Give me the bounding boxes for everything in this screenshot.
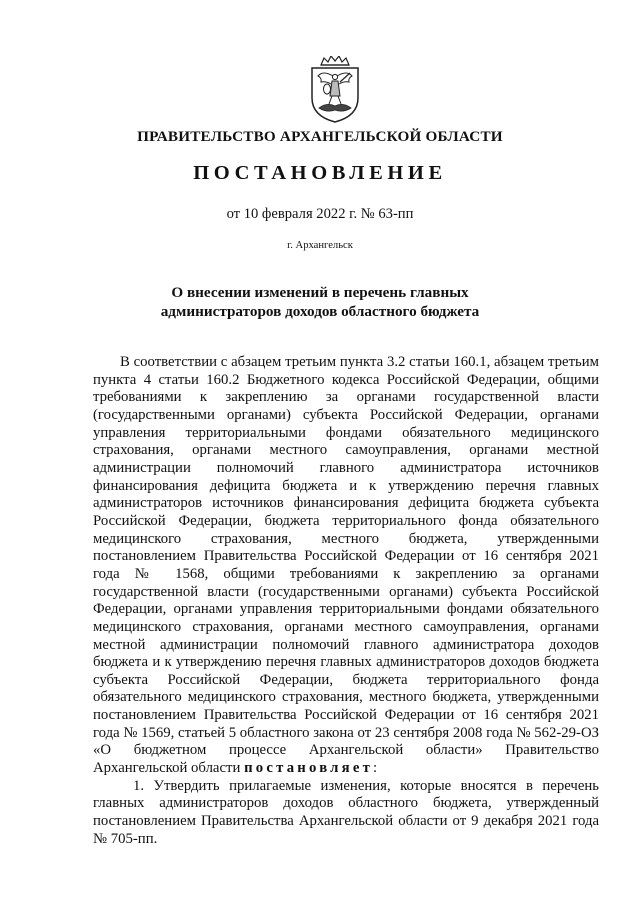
resolves-colon: : <box>373 760 378 777</box>
document-date-number: от 10 февраля 2022 г. № 63-пп <box>226 206 414 222</box>
document-title <box>0 283 640 321</box>
document-body <box>93 354 599 848</box>
document-type: ПОСТАНОВЛЕНИЕ <box>193 162 447 184</box>
document-title-line: администраторов доходов областного бюджета <box>160 303 480 320</box>
resolves-keyword: постановляет <box>244 760 374 777</box>
city-name: г. Архангельск <box>287 240 353 251</box>
body-paragraph: 1. Утвердить прилагаемые изменения, которые вносятся в перечень главных администраторов доходов областного бюджета, утвержденный постановлением Правительства Архангельской области от 9 декабря 2021 года № 705-пп. <box>93 777 599 847</box>
document-title-line: О внесении изменений в перечень главных <box>171 284 469 301</box>
body-paragraph <box>93 354 599 778</box>
arkhangelsk-coat-of-arms-icon <box>307 56 363 124</box>
preamble-text: В соответствии с абзацем третьим пункта 3.2 статьи 160.1, абзацем третьим пункта 4 статьи 160.2 Бюджетного кодекса Российской Федерации, общими требованиями к закреплению за органами государственной власти (государственными органами) субъекта Российской Федерации, органами управления территориальными фондами обязательного медицинского страхования, органами местного самоуправления, органами местной администрации полномочий главного администратора источников финансирования дефицита бюджета и к утверждению перечня главных администраторов источников финансирования дефицита бюджета субъекта Российской Федерации, бюджета территориального фонда обязательного медицинского страхования, местного бюджета, утвержденными постановлением Правительства Российской Федерации от 16 сентября 2021 года № 1568, общими требованиями к закреплению за органами государственной власти (государственными органами) субъекта Российской Федерации, органами управления территориальными фондами обязательного медицинского страхования, органами местного самоуправления, органами местной администрации полномочий главного администратора доходов бюджета и к утверждению перечня главных администраторов доходов бюджета субъекта Российской Федерации, бюджета территориального фонда обязательного медицинского страхования, местного бюджета, утвержденными постановлением Правительства Российской Федерации от 16 сентября 2021 года № 1569, статьей 5 областного закона от 23 сентября 2008 года № 562-29-ОЗ «О бюджетном процессе Архангельской области» Правительство Архангельской области <box>93 354 599 777</box>
organization-name: ПРАВИТЕЛЬСТВО АРХАНГЕЛЬСКОЙ ОБЛАСТИ <box>137 128 503 145</box>
